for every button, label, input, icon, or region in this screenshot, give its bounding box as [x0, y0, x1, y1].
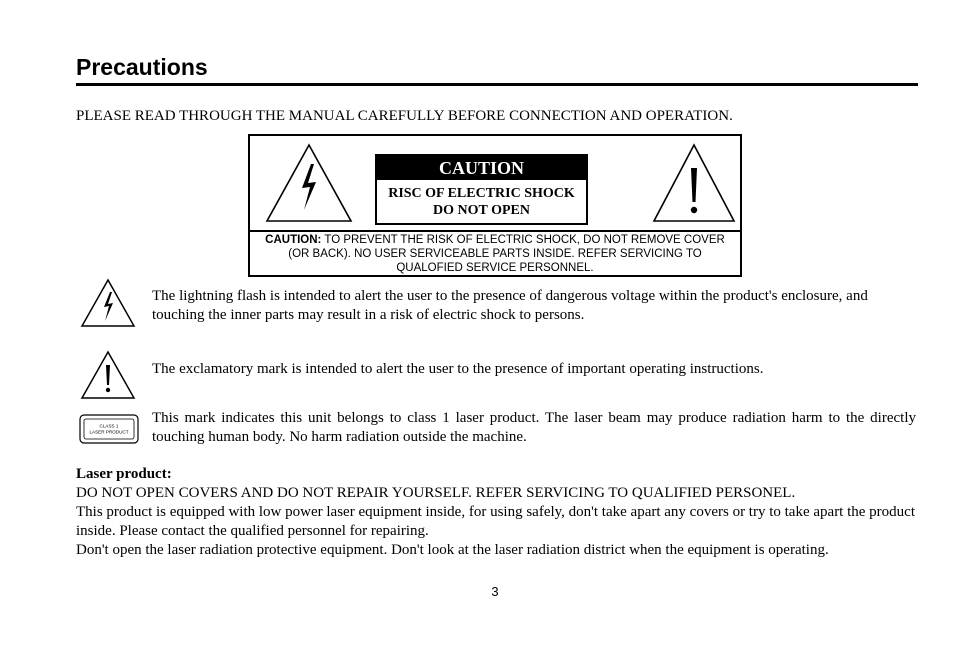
- caution-label-box: [248, 134, 742, 277]
- caution-heading: CAUTION: [377, 156, 586, 180]
- laser-label-line-2: LASER PRODUCT: [89, 429, 129, 435]
- laser-line-3: Don't open the laser radiation protective equipment. Don't look at the laser radiation district when the equipment is operating.: [76, 542, 829, 558]
- caution-label: [375, 154, 588, 225]
- page-title: Precautions: [76, 54, 208, 80]
- caution-subline-1: RISC OF ELECTRIC SHOCK: [388, 186, 575, 201]
- page-number: 3: [491, 584, 499, 599]
- lightning-note: The lightning flash is intended to alert the user to the presence of dangerous voltage within the product's enclosure, and touching the inner parts may result in a risk of electric shock to persons.: [152, 288, 868, 323]
- class1-laser-label-icon: [79, 414, 139, 449]
- laser-product-heading: Laser product:: [76, 466, 172, 482]
- lightning-icon: [264, 142, 354, 229]
- intro-text: PLEASE READ THROUGH THE MANUAL CAREFULLY BEFORE CONNECTION AND OPERATION.: [76, 108, 733, 124]
- caution-notice-label: CAUTION:: [265, 234, 322, 246]
- laser-product-section: [76, 465, 916, 560]
- laser-mark-note: This mark indicates this unit belongs to class 1 laser product. The laser beam may produce radiation harm to the directly touching human body. No harm radiation outside the machine.: [152, 410, 916, 445]
- laser-line-1: DO NOT OPEN COVERS AND DO NOT REPAIR YOURSELF. REFER SERVICING TO QUALIFIED PERSONEL.: [76, 485, 796, 501]
- exclamation-note: The exclamatory mark is intended to alert the user to the presence of important operating instructions.: [152, 361, 764, 377]
- exclamation-icon: [652, 142, 736, 229]
- laser-label-line-1: CLASS 1: [99, 423, 119, 429]
- caution-notice-text: TO PREVENT THE RISK OF ELECTRIC SHOCK, DO NOT REMOVE COVER (OR BACK). NO USER SERVICEABLE PARTS INSIDE. REFER SERVICING TO QUALOFIED SERVICE PERSONNEL.: [288, 234, 725, 274]
- caution-divider: [250, 230, 740, 232]
- exclamation-icon: [80, 350, 136, 405]
- caution-subline-2: DO NOT OPEN: [433, 203, 530, 218]
- caution-notice: [254, 233, 736, 275]
- laser-line-2: This product is equipped with low power laser equipment inside, for using safely, don't take apart any covers or try to take apart the product inside. Please contact the qualified personnel for repairing.: [76, 504, 915, 539]
- title-underline: [76, 83, 918, 86]
- lightning-icon: [80, 278, 136, 333]
